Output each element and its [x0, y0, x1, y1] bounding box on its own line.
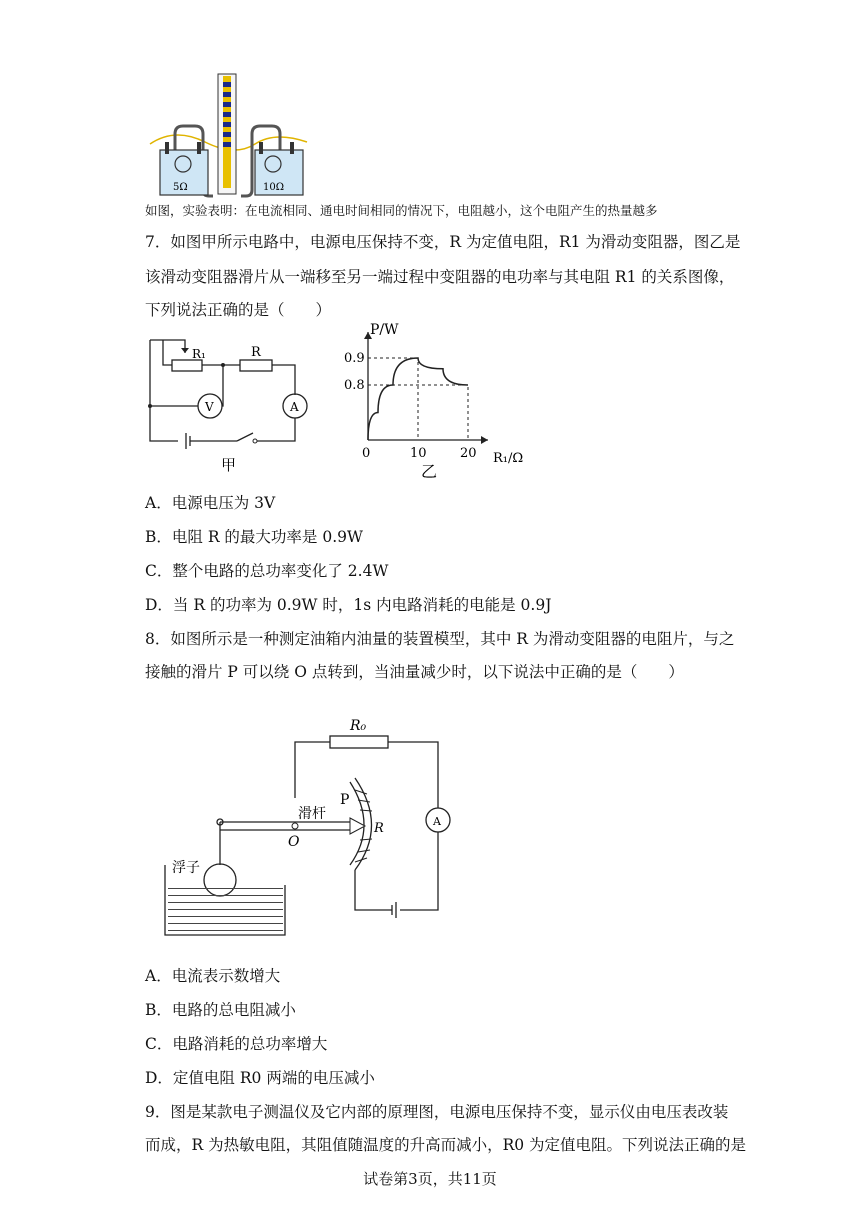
q8-option-c: C．电路消耗的总功率增大	[145, 1035, 328, 1053]
q7-stem-line2: 该滑动变阻器滑片从一端移至另一端过程中变阻器的电功率与其电阻 R1 的关系图像，	[145, 268, 735, 286]
r0-label: R₀	[350, 718, 367, 734]
circuit-caption: 甲	[221, 456, 237, 474]
q8-option-d: D．定值电阻 R0 两端的电压减小	[145, 1069, 375, 1087]
r-label: R	[251, 345, 261, 360]
x-tick-10: 10	[410, 446, 427, 461]
q7-option-c: C．整个电路的总功率变化了 2.4W	[145, 562, 389, 580]
voltmeter-label: V	[205, 400, 214, 414]
q9-stem-line1: 9．图是某款电子测温仪及它内部的原理图，电源电压保持不变，显示仪由电压表改装	[145, 1103, 729, 1121]
pivot-o-label: O	[288, 834, 300, 850]
slider-rod-label: 滑杆	[298, 806, 326, 822]
circuit-diagram-jia	[145, 335, 310, 480]
q7-stem-line3: 下列说法正确的是（ ）	[145, 301, 332, 319]
graph-caption: 乙	[421, 462, 438, 481]
q8-option-a: A．电流表示数增大	[145, 967, 281, 985]
oil-gauge-figure	[160, 710, 460, 942]
y-tick-0.8: 0.8	[344, 378, 365, 393]
q8-option-b: B．电路的总电阻减小	[145, 1001, 296, 1019]
figure-heating-apparatus	[145, 72, 310, 200]
ammeter-a-label: A	[433, 815, 441, 828]
x-tick-0: 0	[362, 446, 371, 461]
q7-option-d: D．当 R 的功率为 0.9W 时，1s 内电路消耗的电能是 0.9J	[145, 596, 552, 614]
right-beaker-label: 10Ω	[263, 182, 285, 193]
y-axis-label: P/W	[370, 322, 399, 338]
resistor-r-label: R	[374, 821, 384, 836]
r1-label: R₁	[192, 347, 206, 361]
power-resistance-graph	[338, 322, 538, 482]
q7-option-a: A．电源电压为 3V	[145, 494, 276, 512]
figure-caption: 如图，实验表明：在电流相同、通电时间相同的情况下，电阻越小，这个电阻产生的热量越多	[145, 203, 658, 218]
x-axis-label: R₁/Ω	[493, 451, 524, 466]
y-tick-0.9: 0.9	[344, 351, 365, 366]
slider-p-label: P	[340, 792, 350, 808]
ammeter-label: A	[290, 400, 299, 414]
left-beaker-label: 5Ω	[173, 182, 188, 193]
page-footer: 试卷第3页，共11页	[363, 1170, 497, 1188]
x-tick-20: 20	[460, 446, 477, 461]
q7-stem-line1: 7．如图甲所示电路中，电源电压保持不变，R 为定值电阻，R1 为滑动变阻器，图乙是	[145, 233, 741, 251]
q9-stem-line2: 而成，R 为热敏电阻，其阻值随温度的升高而减小，R0 为定值电阻。下列说法正确的是	[145, 1136, 747, 1154]
q7-option-b: B．电阻 R 的最大功率是 0.9W	[145, 528, 363, 546]
q8-stem-line2: 接触的滑片 P 可以绕 O 点转到，当油量减少时，以下说法中正确的是（ ）	[145, 663, 684, 681]
float-label: 浮子	[172, 860, 200, 876]
q8-stem-line1: 8．如图所示是一种测定油箱内油量的装置模型，其中 R 为滑动变阻器的电阻片，与之	[145, 630, 735, 648]
